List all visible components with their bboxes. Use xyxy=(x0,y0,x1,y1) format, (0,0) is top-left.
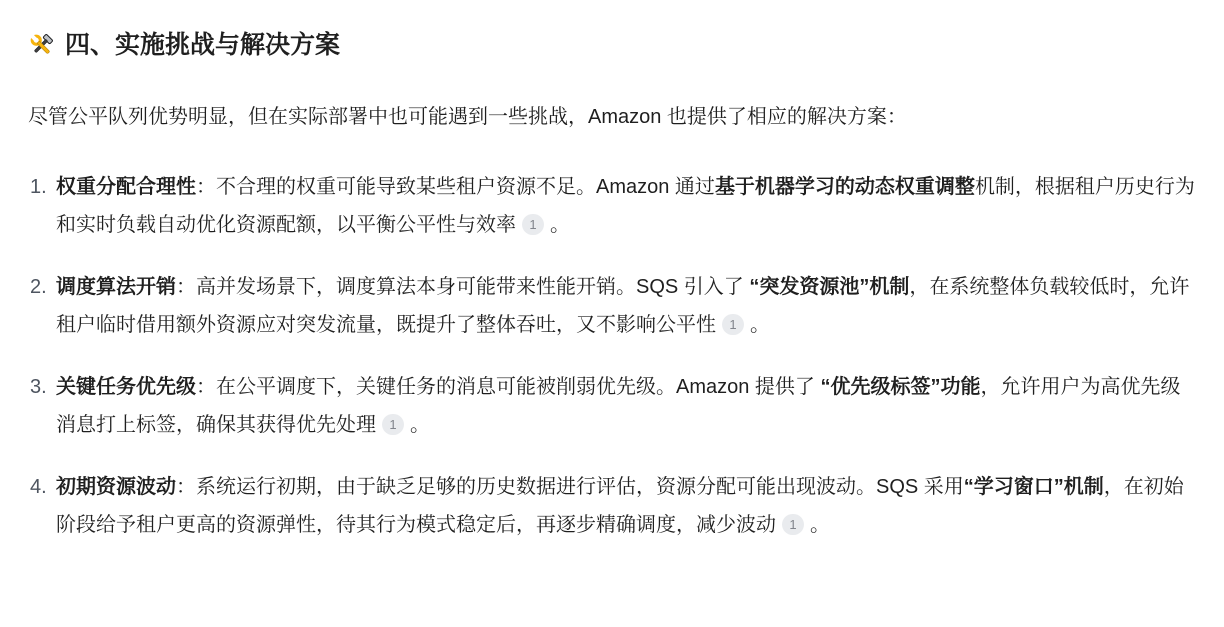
text-segment: ：系统运行初期，由于缺乏足够的历史数据进行评估，资源分配可能出现波动。SQS 采用 xyxy=(176,476,964,498)
section-heading-text: 四、实施挑战与解决方案 xyxy=(65,31,341,59)
list-item-text xyxy=(56,376,1180,436)
text-segment: ：高并发场景下，调度算法本身可能带来性能开销。SQS 引入了 xyxy=(176,276,750,298)
text-segment: ：不合理的权重可能导致某些租户资源不足。Amazon 通过 xyxy=(196,176,715,198)
bold-text: “学习窗口”机制 xyxy=(963,476,1104,498)
list-marker: 3. xyxy=(30,376,47,398)
section-heading xyxy=(28,28,1196,62)
text-segment: 。 xyxy=(750,314,770,336)
text-segment: 。 xyxy=(810,514,830,536)
citation-badge[interactable]: 1 xyxy=(722,314,744,335)
citation-badge[interactable]: 1 xyxy=(782,514,804,535)
text-segment: 。 xyxy=(410,414,430,436)
bold-text: 关键任务优先级 xyxy=(56,376,196,398)
bold-text: 基于机器学习的动态权重调整 xyxy=(714,176,975,198)
bold-text: 权重分配合理性 xyxy=(56,176,196,198)
bold-text: 调度算法开销 xyxy=(56,276,176,298)
text-segment: ，在系统整体负载较低时，允许租户临时借用额外资源应对突发流量，既提升了整体吞吐，又不影响公平性 xyxy=(56,276,1190,336)
list-item xyxy=(28,168,1196,244)
citation-badge[interactable]: 1 xyxy=(382,414,404,435)
bold-text: “优先级标签”功能 xyxy=(820,376,981,398)
challenge-list xyxy=(28,168,1196,544)
text-segment: ，允许用户为高优先级消息打上标签，确保其获得优先处理 xyxy=(56,376,1181,436)
list-marker: 4. xyxy=(30,476,47,498)
text-segment: 机制，根据租户历史行为和实时负载自动优化资源配额，以平衡公平性与效率 xyxy=(56,176,1195,236)
list-item xyxy=(28,468,1196,544)
text-segment: ：在公平调度下，关键任务的消息可能被削弱优先级。Amazon 提供了 xyxy=(196,376,821,398)
citation-badge[interactable]: 1 xyxy=(522,214,544,235)
list-item-text xyxy=(56,276,1189,336)
list-item xyxy=(28,368,1196,444)
list-item-text xyxy=(56,476,1184,536)
list-item-text xyxy=(56,176,1195,236)
list-item xyxy=(28,268,1196,344)
text-segment: 。 xyxy=(550,214,570,236)
text-segment: ，在初始阶段给予租户更高的资源弹性，待其行为模式稳定后，再逐步精确调度，减少波动 xyxy=(56,476,1184,536)
list-marker: 2. xyxy=(30,276,47,298)
intro-paragraph: 尽管公平队列优势明显，但在实际部署中也可能遇到一些挑战，Amazon 也提供了相应的解决方案： xyxy=(28,106,907,128)
bold-text: “突发资源池”机制 xyxy=(749,276,910,298)
list-marker: 1. xyxy=(30,176,47,198)
bold-text: 初期资源波动 xyxy=(56,476,176,498)
tools-icon xyxy=(28,32,55,59)
